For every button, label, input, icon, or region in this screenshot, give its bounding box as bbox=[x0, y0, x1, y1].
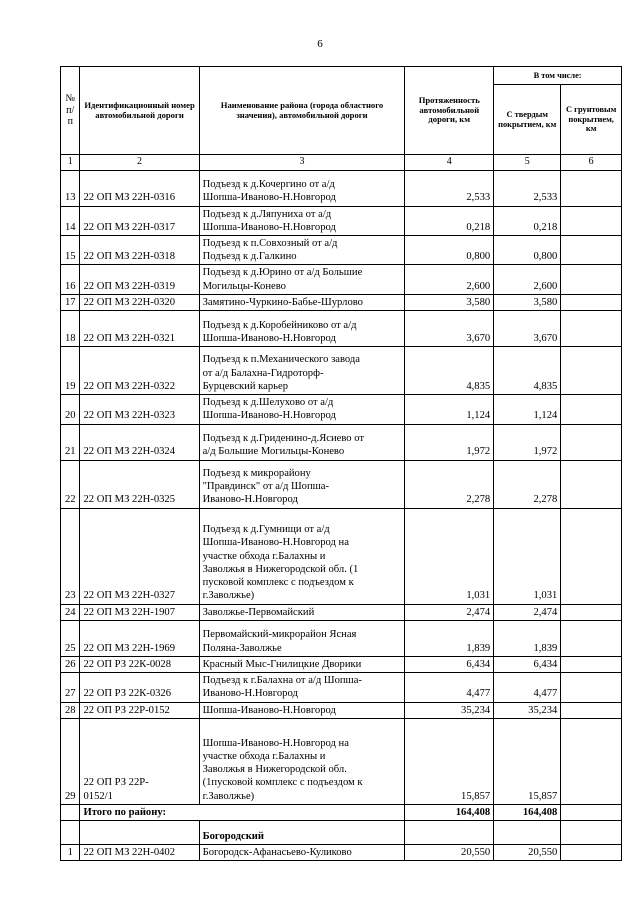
dirt-length bbox=[561, 347, 622, 395]
road-length: 4,835 bbox=[405, 347, 494, 395]
district-empty bbox=[80, 821, 199, 845]
dirt-length bbox=[561, 395, 622, 424]
table-body bbox=[61, 155, 622, 861]
road-id: 22 ОП МЗ 22Н-0325 bbox=[80, 460, 199, 508]
header-including: В том числе: bbox=[494, 67, 622, 85]
paved-length: 3,670 bbox=[494, 311, 561, 347]
table-row bbox=[61, 424, 622, 460]
total-paved: 164,408 bbox=[494, 804, 561, 820]
table-header bbox=[61, 67, 622, 155]
row-number: 26 bbox=[61, 656, 80, 672]
road-length: 4,477 bbox=[405, 673, 494, 702]
dirt-length bbox=[561, 718, 622, 804]
road-name: Подъезд к г.Балахна от а/д Шопша- Иваново-Н.Новгород bbox=[199, 673, 405, 702]
row-number: 1 bbox=[61, 845, 80, 861]
road-id: 22 ОП МЗ 22Н-0324 bbox=[80, 424, 199, 460]
row-number: 22 bbox=[61, 460, 80, 508]
road-length: 6,434 bbox=[405, 656, 494, 672]
road-name: Подъезд к д.Шелухово от а/д Шопша-Иваново-Н.Новгород bbox=[199, 395, 405, 424]
paved-length: 4,835 bbox=[494, 347, 561, 395]
road-id: 22 ОП МЗ 22Н-0321 bbox=[80, 311, 199, 347]
table-row bbox=[61, 604, 622, 620]
paved-length: 2,278 bbox=[494, 460, 561, 508]
table-row bbox=[61, 673, 622, 702]
row-number: 17 bbox=[61, 294, 80, 310]
table-row bbox=[61, 347, 622, 395]
column-number: 2 bbox=[80, 155, 199, 171]
dirt-length bbox=[561, 460, 622, 508]
road-length: 15,857 bbox=[405, 718, 494, 804]
dirt-length bbox=[561, 845, 622, 861]
road-id: 22 ОП МЗ 22Н-0320 bbox=[80, 294, 199, 310]
road-name: Подъезд к д.Ляпуниха от а/д Шопша-Иваново-Н.Новгород bbox=[199, 206, 405, 235]
total-length: 164,408 bbox=[405, 804, 494, 820]
dirt-length bbox=[561, 673, 622, 702]
paved-length: 35,234 bbox=[494, 702, 561, 718]
dirt-length bbox=[561, 656, 622, 672]
dirt-length bbox=[561, 702, 622, 718]
table-row bbox=[61, 718, 622, 804]
road-id: 22 ОП МЗ 22Н-0318 bbox=[80, 235, 199, 264]
table-row bbox=[61, 311, 622, 347]
column-number: 4 bbox=[405, 155, 494, 171]
table-row bbox=[61, 845, 622, 861]
row-number: 16 bbox=[61, 265, 80, 294]
road-name: Подъезд к п.Механического завода от а/д Балахна-Гидроторф- Бурцевский карьер bbox=[199, 347, 405, 395]
dirt-length bbox=[561, 206, 622, 235]
road-id: 22 ОП РЗ 22Р-0152 bbox=[80, 702, 199, 718]
road-name: Шопша-Иваново-Н.Новгород bbox=[199, 702, 405, 718]
road-length: 3,580 bbox=[405, 294, 494, 310]
table-row bbox=[61, 294, 622, 310]
road-id: 22 ОП МЗ 22Н-0317 bbox=[80, 206, 199, 235]
dirt-length bbox=[561, 604, 622, 620]
road-name: Красный Мыс-Гнилицкие Дворики bbox=[199, 656, 405, 672]
header-length: Протяженность автомобильной дороги, км bbox=[405, 67, 494, 155]
paved-length: 1,031 bbox=[494, 508, 561, 604]
dirt-length bbox=[561, 265, 622, 294]
district-name: Богородский bbox=[202, 830, 265, 842]
paved-length: 3,580 bbox=[494, 294, 561, 310]
header-num: № п/п bbox=[61, 67, 80, 155]
row-number: 27 bbox=[61, 673, 80, 702]
row-number: 14 bbox=[61, 206, 80, 235]
paved-length: 0,800 bbox=[494, 235, 561, 264]
road-length: 1,031 bbox=[405, 508, 494, 604]
dirt-length bbox=[561, 294, 622, 310]
road-length: 20,550 bbox=[405, 845, 494, 861]
road-length: 35,234 bbox=[405, 702, 494, 718]
row-number: 19 bbox=[61, 347, 80, 395]
paved-length: 1,839 bbox=[494, 620, 561, 656]
road-id: 22 ОП МЗ 22Н-0322 bbox=[80, 347, 199, 395]
road-name: Заволжье-Первомайский bbox=[199, 604, 405, 620]
road-name: Шопша-Иваново-Н.Новгород на участке обхода г.Балахны и Заволжья в Нижегородской обл. (1пусковой комплекс с подъездом к г.Заволжье) bbox=[199, 718, 405, 804]
road-length: 2,278 bbox=[405, 460, 494, 508]
header-name: Наименование района (города областного значения), автомобильной дороги bbox=[199, 67, 405, 155]
header-id: Идентификационный номер автомобильной дороги bbox=[80, 67, 199, 155]
district-empty bbox=[494, 821, 561, 845]
row-number: 20 bbox=[61, 395, 80, 424]
road-name: Замятино-Чуркино-Бабье-Шурлово bbox=[199, 294, 405, 310]
road-length: 1,124 bbox=[405, 395, 494, 424]
road-name: Подъезд к д.Гриденино-д.Ясиево от а/д Большие Могильцы-Конево bbox=[199, 424, 405, 460]
road-id: 22 ОП РЗ 22К-0028 bbox=[80, 656, 199, 672]
road-id: 22 ОП МЗ 22Н-0327 bbox=[80, 508, 199, 604]
row-number: 21 bbox=[61, 424, 80, 460]
paved-length: 20,550 bbox=[494, 845, 561, 861]
road-id: 22 ОП МЗ 22Н-0319 bbox=[80, 265, 199, 294]
road-name: Подъезд к д.Юрино от а/д Большие Могильцы-Конево bbox=[199, 265, 405, 294]
road-name: Богородск-Афанасьево-Куликово bbox=[199, 845, 405, 861]
road-length: 2,600 bbox=[405, 265, 494, 294]
page-number: 6 bbox=[317, 38, 323, 50]
row-number: 15 bbox=[61, 235, 80, 264]
road-length: 0,218 bbox=[405, 206, 494, 235]
district-cell bbox=[199, 821, 405, 845]
total-row bbox=[61, 804, 622, 820]
district-empty bbox=[61, 821, 80, 845]
row-number: 28 bbox=[61, 702, 80, 718]
table-row bbox=[61, 395, 622, 424]
table-row bbox=[61, 656, 622, 672]
total-empty bbox=[61, 804, 80, 820]
table-row bbox=[61, 620, 622, 656]
paved-length: 2,533 bbox=[494, 170, 561, 206]
total-dirt bbox=[561, 804, 622, 820]
row-number: 25 bbox=[61, 620, 80, 656]
road-name: Подъезд к микрорайону "Правдинск" от а/д Шопша- Иваново-Н.Новгород bbox=[199, 460, 405, 508]
road-name: Первомайский-микрорайон Ясная Поляна-Заволжье bbox=[199, 620, 405, 656]
road-id: 22 ОП МЗ 22Н-1907 bbox=[80, 604, 199, 620]
road-length: 2,533 bbox=[405, 170, 494, 206]
road-id: 22 ОП РЗ 22Р- 0152/1 bbox=[80, 718, 199, 804]
table-row bbox=[61, 206, 622, 235]
road-name: Подъезд к п.Совхозный от а/д Подъезд к д.Галкино bbox=[199, 235, 405, 264]
header-dirt: С грунтовым покрытием, км bbox=[561, 85, 622, 155]
row-number: 29 bbox=[61, 718, 80, 804]
row-number: 18 bbox=[61, 311, 80, 347]
table-row bbox=[61, 235, 622, 264]
road-length: 1,839 bbox=[405, 620, 494, 656]
table-row bbox=[61, 265, 622, 294]
road-id: 22 ОП МЗ 22Н-0316 bbox=[80, 170, 199, 206]
dirt-length bbox=[561, 311, 622, 347]
road-id: 22 ОП РЗ 22К-0326 bbox=[80, 673, 199, 702]
dirt-length bbox=[561, 235, 622, 264]
paved-length: 2,474 bbox=[494, 604, 561, 620]
dirt-length bbox=[561, 424, 622, 460]
road-id: 22 ОП МЗ 22Н-1969 bbox=[80, 620, 199, 656]
dirt-length bbox=[561, 620, 622, 656]
dirt-length bbox=[561, 508, 622, 604]
roads-table bbox=[60, 66, 622, 861]
road-id: 22 ОП МЗ 22Н-0402 bbox=[80, 845, 199, 861]
road-id: 22 ОП МЗ 22Н-0323 bbox=[80, 395, 199, 424]
column-numbers-row bbox=[61, 155, 622, 171]
row-number: 23 bbox=[61, 508, 80, 604]
district-row bbox=[61, 821, 622, 845]
road-length: 3,670 bbox=[405, 311, 494, 347]
paved-length: 2,600 bbox=[494, 265, 561, 294]
column-number: 3 bbox=[199, 155, 405, 171]
paved-length: 6,434 bbox=[494, 656, 561, 672]
column-number: 5 bbox=[494, 155, 561, 171]
paved-length: 0,218 bbox=[494, 206, 561, 235]
total-label: Итого по району: bbox=[80, 804, 405, 820]
road-name: Подъезд к д.Кочергино от а/д Шопша-Иваново-Н.Новгород bbox=[199, 170, 405, 206]
paved-length: 15,857 bbox=[494, 718, 561, 804]
table-row bbox=[61, 460, 622, 508]
paved-length: 4,477 bbox=[494, 673, 561, 702]
paved-length: 1,972 bbox=[494, 424, 561, 460]
district-empty bbox=[561, 821, 622, 845]
paved-length: 1,124 bbox=[494, 395, 561, 424]
road-name: Подъезд к д.Коробейниково от а/д Шопша-Иваново-Н.Новгород bbox=[199, 311, 405, 347]
table-row bbox=[61, 508, 622, 604]
column-number: 1 bbox=[61, 155, 80, 171]
table-row bbox=[61, 170, 622, 206]
row-number: 13 bbox=[61, 170, 80, 206]
column-number: 6 bbox=[561, 155, 622, 171]
district-empty bbox=[405, 821, 494, 845]
road-length: 0,800 bbox=[405, 235, 494, 264]
table-row bbox=[61, 702, 622, 718]
row-number: 24 bbox=[61, 604, 80, 620]
road-length: 2,474 bbox=[405, 604, 494, 620]
road-name: Подъезд к д.Гумнищи от а/д Шопша-Иваново-Н.Новгород на участке обхода г.Балахны и Заволжья в Нижегородской обл. (1 пусковой комплекс с подъездом к г.Заволжье) bbox=[199, 508, 405, 604]
road-length: 1,972 bbox=[405, 424, 494, 460]
dirt-length bbox=[561, 170, 622, 206]
header-paved: С твердым покрытием, км bbox=[494, 85, 561, 155]
